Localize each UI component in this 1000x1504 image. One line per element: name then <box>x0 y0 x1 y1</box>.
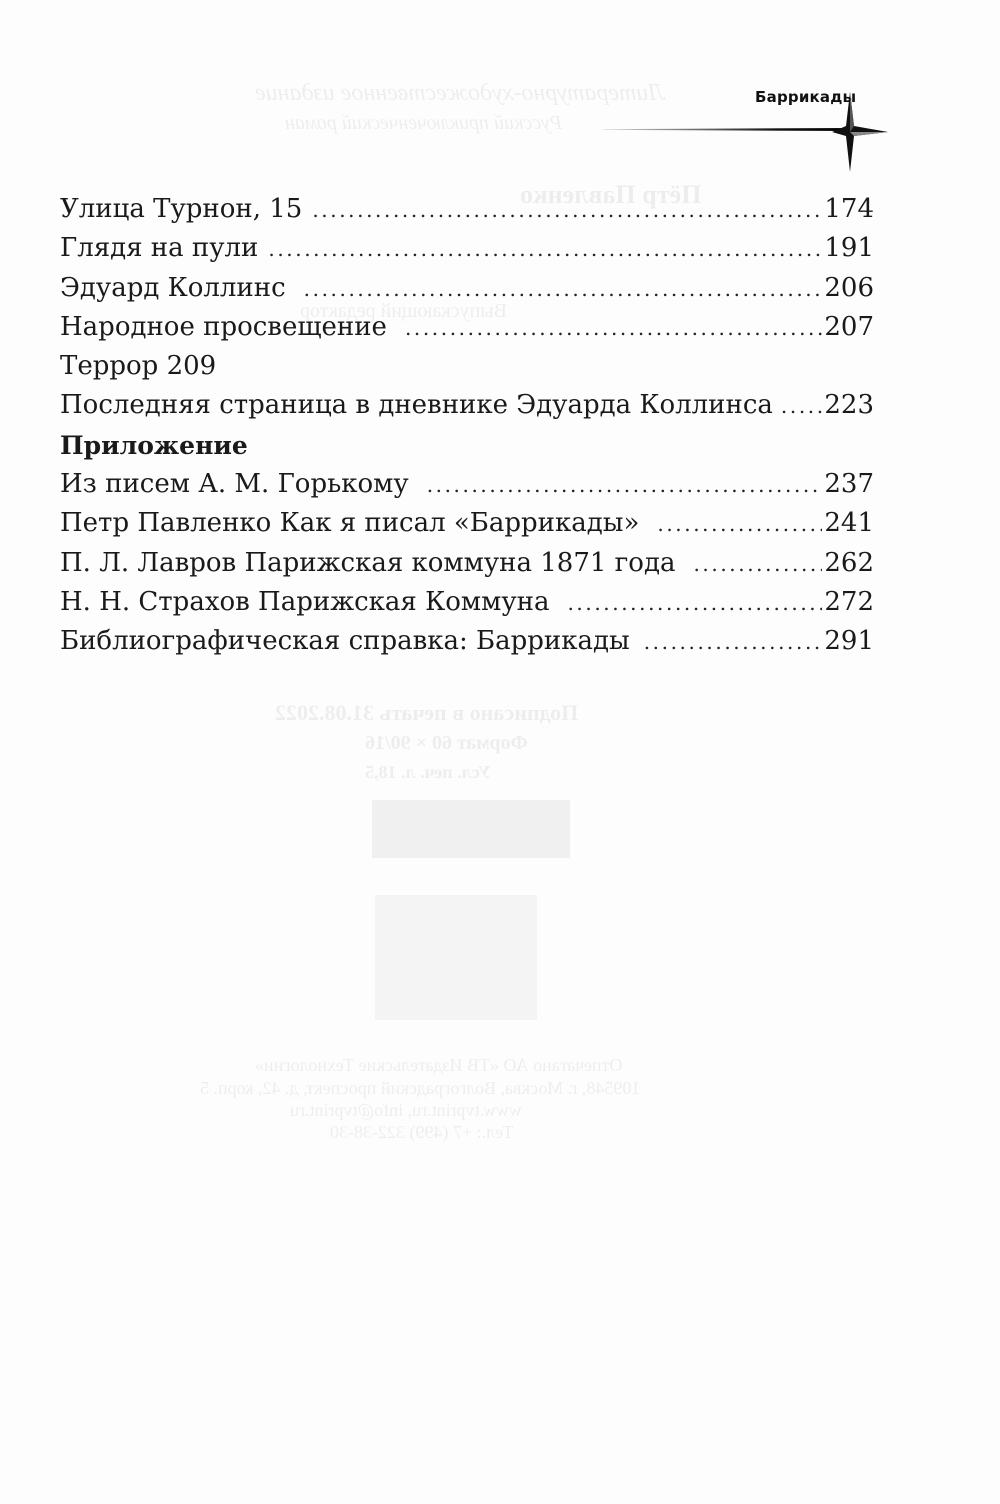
bleed-through-barcode <box>375 895 537 1020</box>
dot-leader <box>268 239 822 259</box>
toc-entry[interactable] <box>60 544 874 583</box>
bleed-through-text: Тел.: +7 (499) 322-38-30 <box>330 1122 514 1142</box>
toc-entry[interactable] <box>60 583 874 622</box>
toc-entry[interactable] <box>60 229 874 268</box>
bleed-through-text: Литературно-художественное издание <box>255 80 665 106</box>
four-point-star-icon <box>832 92 888 172</box>
toc-entry-page: 223 <box>824 390 874 421</box>
toc-entry[interactable] <box>60 386 874 425</box>
dot-leader <box>644 632 823 652</box>
toc-entry[interactable] <box>60 308 874 347</box>
dot-leader <box>304 279 823 299</box>
running-header-title: Баррикады <box>755 88 857 106</box>
toc-entry[interactable] <box>60 347 874 386</box>
dot-leader <box>693 554 822 574</box>
toc-entry-title: Народное просвещение <box>60 311 387 342</box>
toc-entry-page: 262 <box>824 547 874 578</box>
bleed-through-text: Отпечатано АО «ТВ Издательские Технологии» <box>255 1055 623 1075</box>
bleed-through-text: Усл. печ. л. 18,5 <box>365 762 492 782</box>
toc-entry-page: 272 <box>824 586 874 617</box>
toc-entry-title: Последняя страница в дневнике Эдуарда Коллинса <box>60 390 773 421</box>
section-title: Приложение <box>60 430 248 460</box>
toc-entry-page: 237 <box>824 469 874 500</box>
toc-entry-title: Улица Турнон, 15 <box>60 194 303 224</box>
bleed-through-text: Выпускающий редактор <box>300 300 507 322</box>
toc-entry-page: 291 <box>824 626 874 657</box>
toc-entry-title: Глядя на пули <box>60 233 259 264</box>
toc-entry-title: Н. Н. Страхов Парижская Коммуна <box>60 586 550 617</box>
toc-entry-page: 206 <box>824 272 874 303</box>
toc-entry-page: 191 <box>824 233 874 264</box>
bleed-through-logo <box>372 800 570 858</box>
toc-entry-title: Эдуард Коллинс <box>60 272 286 303</box>
dot-leader <box>781 396 822 416</box>
toc-entry[interactable] <box>60 465 874 504</box>
bleed-through-text: Пётр Павленко <box>520 180 702 209</box>
table-of-contents <box>60 190 874 662</box>
toc-section-heading <box>60 426 874 465</box>
toc-entry[interactable] <box>60 269 874 308</box>
toc-entry-page: 174 <box>824 194 874 224</box>
toc-entry-title: П. Л. Лавров Парижская коммуна 1871 года <box>60 547 676 578</box>
toc-entry-title: Из писем А. М. Горькому <box>60 469 409 500</box>
dot-leader <box>312 200 822 220</box>
toc-entry[interactable] <box>60 622 874 661</box>
toc-entry-title: Петр Павленко Как я писал «Баррикады» <box>60 508 640 539</box>
header-rule <box>603 128 853 131</box>
dot-leader <box>567 593 822 613</box>
toc-entry-page: 207 <box>824 311 874 342</box>
bleed-through-text: Подписано в печать 31.08.2022 <box>275 700 579 725</box>
toc-entry[interactable] <box>60 190 874 229</box>
bleed-through-text: 109548, г. Москва, Волгоградский проспект, д. 42, корп. 5 <box>200 1078 641 1098</box>
toc-entry-title: Террор 209 <box>60 351 217 382</box>
bleed-through-text: Русский приключенческий роман <box>285 112 563 134</box>
dot-leader <box>427 475 823 495</box>
dot-leader <box>657 514 822 534</box>
dot-leader <box>405 318 822 338</box>
toc-entry-title: Библиографическая справка: Баррикады <box>60 626 630 657</box>
toc-entry[interactable] <box>60 504 874 543</box>
toc-entry-page: 241 <box>824 508 874 539</box>
bleed-through-text: www.tvprint.ru, info@tvprint.ru <box>290 1100 522 1120</box>
bleed-through-text: Формат 60 × 90/16 <box>365 732 528 754</box>
